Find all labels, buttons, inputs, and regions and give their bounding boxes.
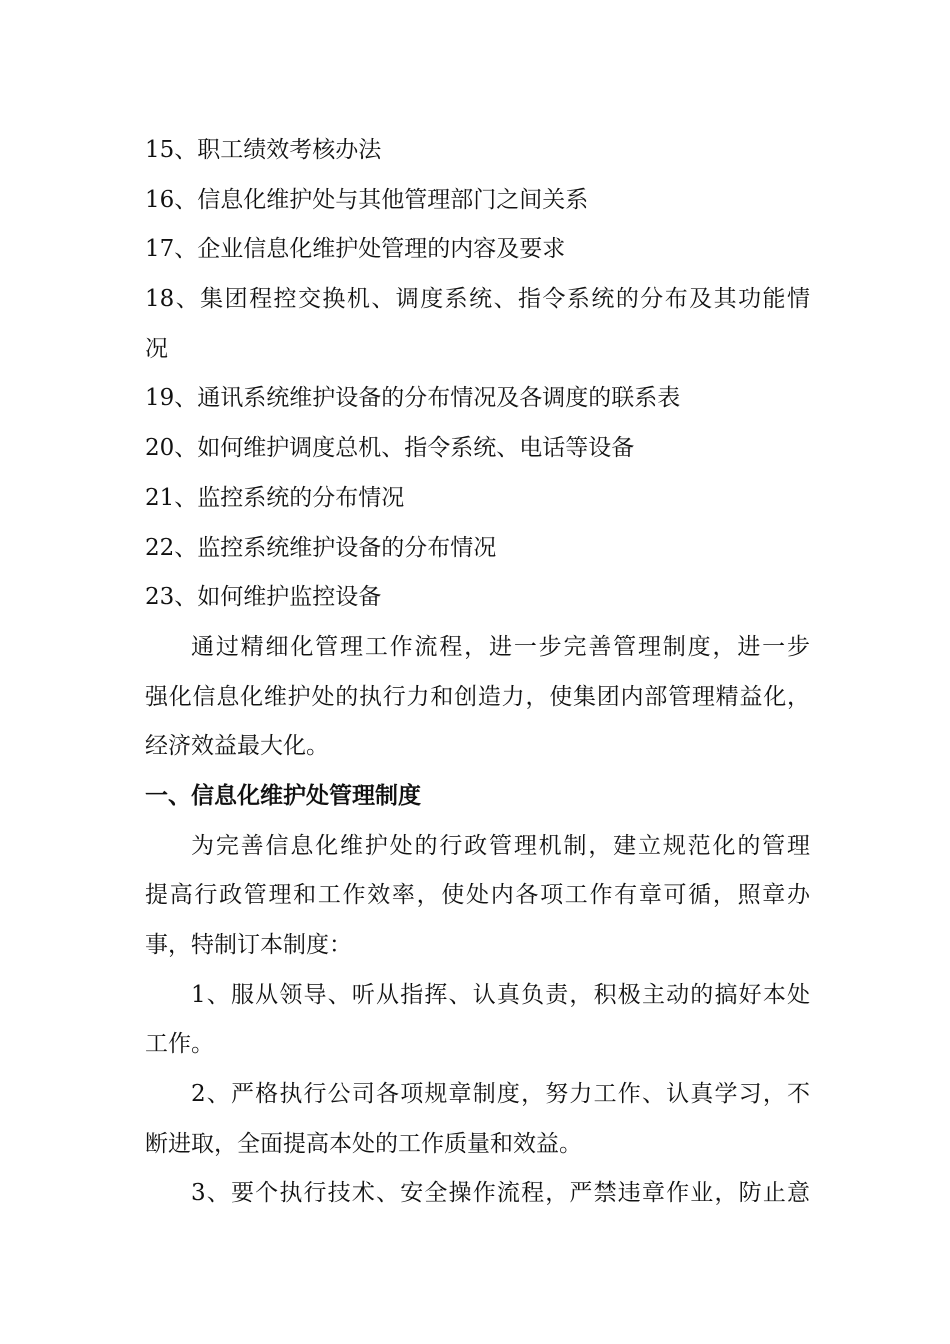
list-item-18-continuation: 况: [145, 335, 168, 362]
list-item-23: 23、如何维护监控设备: [145, 584, 382, 611]
list-item-19: 19、通讯系统维护设备的分布情况及各调度的联系表: [145, 385, 681, 412]
list-item-20: 20、如何维护调度总机、指令系统、电话等设备: [145, 435, 635, 462]
rule-item-2-continuation: 断进取，全面提高本处的工作质量和效益。: [145, 1130, 582, 1157]
rule-item-3: 3、要个执行技术、安全操作流程，严禁违章作业，防止意: [191, 1180, 810, 1207]
rule-item-1: 1、服从领导、听从指挥、认真负责，积极主动的搞好本处: [191, 981, 810, 1008]
paragraph-line: 事，特制订本制度：: [145, 932, 352, 958]
paragraph-line: 提高行政管理和工作效率，使处内各项工作有章可循，照章办: [145, 882, 810, 909]
document-body: [145, 126, 810, 1219]
paragraph-line: 强化信息化维护处的执行力和创造力，使集团内部管理精益化，: [145, 683, 810, 710]
list-item-18: 18、集团程控交换机、调度系统、指令系统的分布及其功能情: [145, 286, 810, 313]
paragraph-line: 经济效益最大化。: [145, 733, 329, 760]
section-heading: 一、信息化维护处管理制度: [145, 782, 421, 809]
paragraph-line: 通过精细化管理工作流程，进一步完善管理制度，进一步: [191, 633, 810, 660]
list-item-22: 22、监控系统维护设备的分布情况: [145, 534, 497, 561]
list-item-21: 21、监控系统的分布情况: [145, 484, 405, 511]
list-item-17: 17、企业信息化维护处管理的内容及要求: [145, 236, 566, 263]
rule-item-1-continuation: 工作。: [145, 1031, 214, 1058]
list-item-15: 15、职工绩效考核办法: [145, 137, 382, 163]
rule-item-2: 2、严格执行公司各项规章制度，努力工作、认真学习，不: [191, 1081, 810, 1108]
paragraph-line: 为完善信息化维护处的行政管理机制，建立规范化的管理: [191, 832, 810, 859]
list-item-16: 16、信息化维护处与其他管理部门之间关系: [145, 186, 589, 213]
